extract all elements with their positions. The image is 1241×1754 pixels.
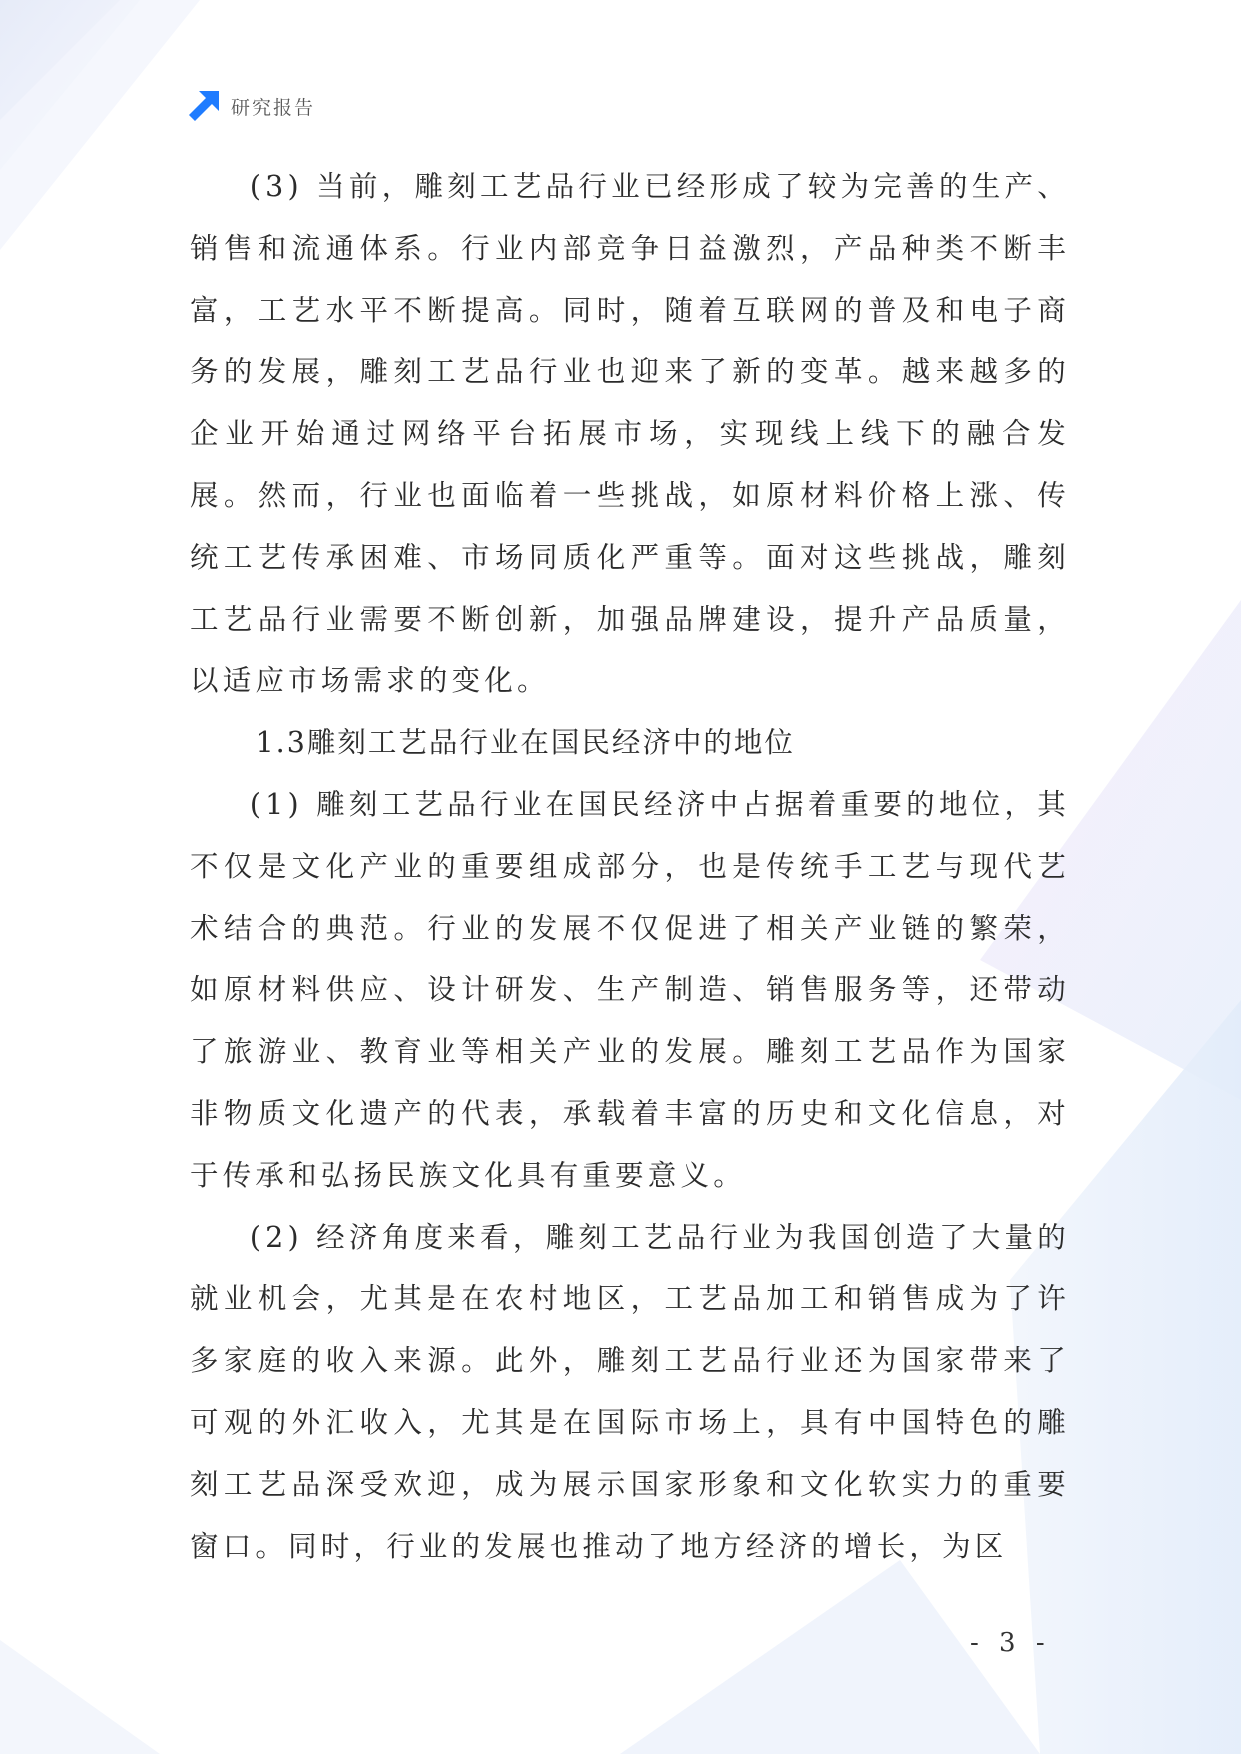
section-heading-1-3: 1.3雕刻工艺品行业在国民经济中的地位 bbox=[255, 726, 795, 760]
bg-shape-bottom-left bbox=[0, 1640, 160, 1754]
page-number: - 3 - bbox=[970, 1628, 1051, 1658]
paragraph-economic-position: (1) 雕刻工艺品行业在国民经济中占据着重要的地位，其不仅是文化产业的重要组成部分，也是传统手工艺与现代艺术结合的典范。行业的发展不仅促进了相关产业链的繁荣，如原材料供应、设计研发、生产制造、销售服务等，还带动了旅游业、教育业等相关产业的发展。雕刻工艺品作为国家非物质文化遗产的代表，承载着丰富的历史和文化信息，对于传承和弘扬民族文化具有重要意义。 bbox=[190, 787, 1070, 1192]
report-header bbox=[187, 89, 315, 123]
document-body bbox=[190, 156, 1070, 1577]
paragraph-market-status: (3) 当前，雕刻工艺品行业已经形成了较为完善的生产、销售和流通体系。行业内部竞争日益激烈，产品种类不断丰富，工艺水平不断提高。同时，随着互联网的普及和电子商务的发展，雕刻工艺品行业也迎来了新的变革。越来越多的企业开始通过网络平台拓展市场，实现线上线下的融合发展。然而，行业也面临着一些挑战，如原材料价格上涨、传统工艺传承困难、市场同质化严重等。面对这些挑战，雕刻工艺品行业需要不断创新，加强品牌建设，提升产品质量，以适应市场需求的变化。 bbox=[190, 170, 1070, 698]
header-label: 研究报告 bbox=[231, 96, 316, 119]
paragraph-economic-perspective: (2) 经济角度来看，雕刻工艺品行业为我国创造了大量的就业机会，尤其是在农村地区，工艺品加工和销售成为了许多家庭的收入来源。此外，雕刻工艺品行业还为国家带来了可观的外汇收入，尤其是在国际市场上，具有中国特色的雕刻工艺品深受欢迎，成为展示国家形象和文化软实力的重要窗口。同时，行业的发展也推动了地方经济的增长，为区 bbox=[190, 1220, 1070, 1563]
arrow-up-right-icon bbox=[187, 89, 221, 123]
